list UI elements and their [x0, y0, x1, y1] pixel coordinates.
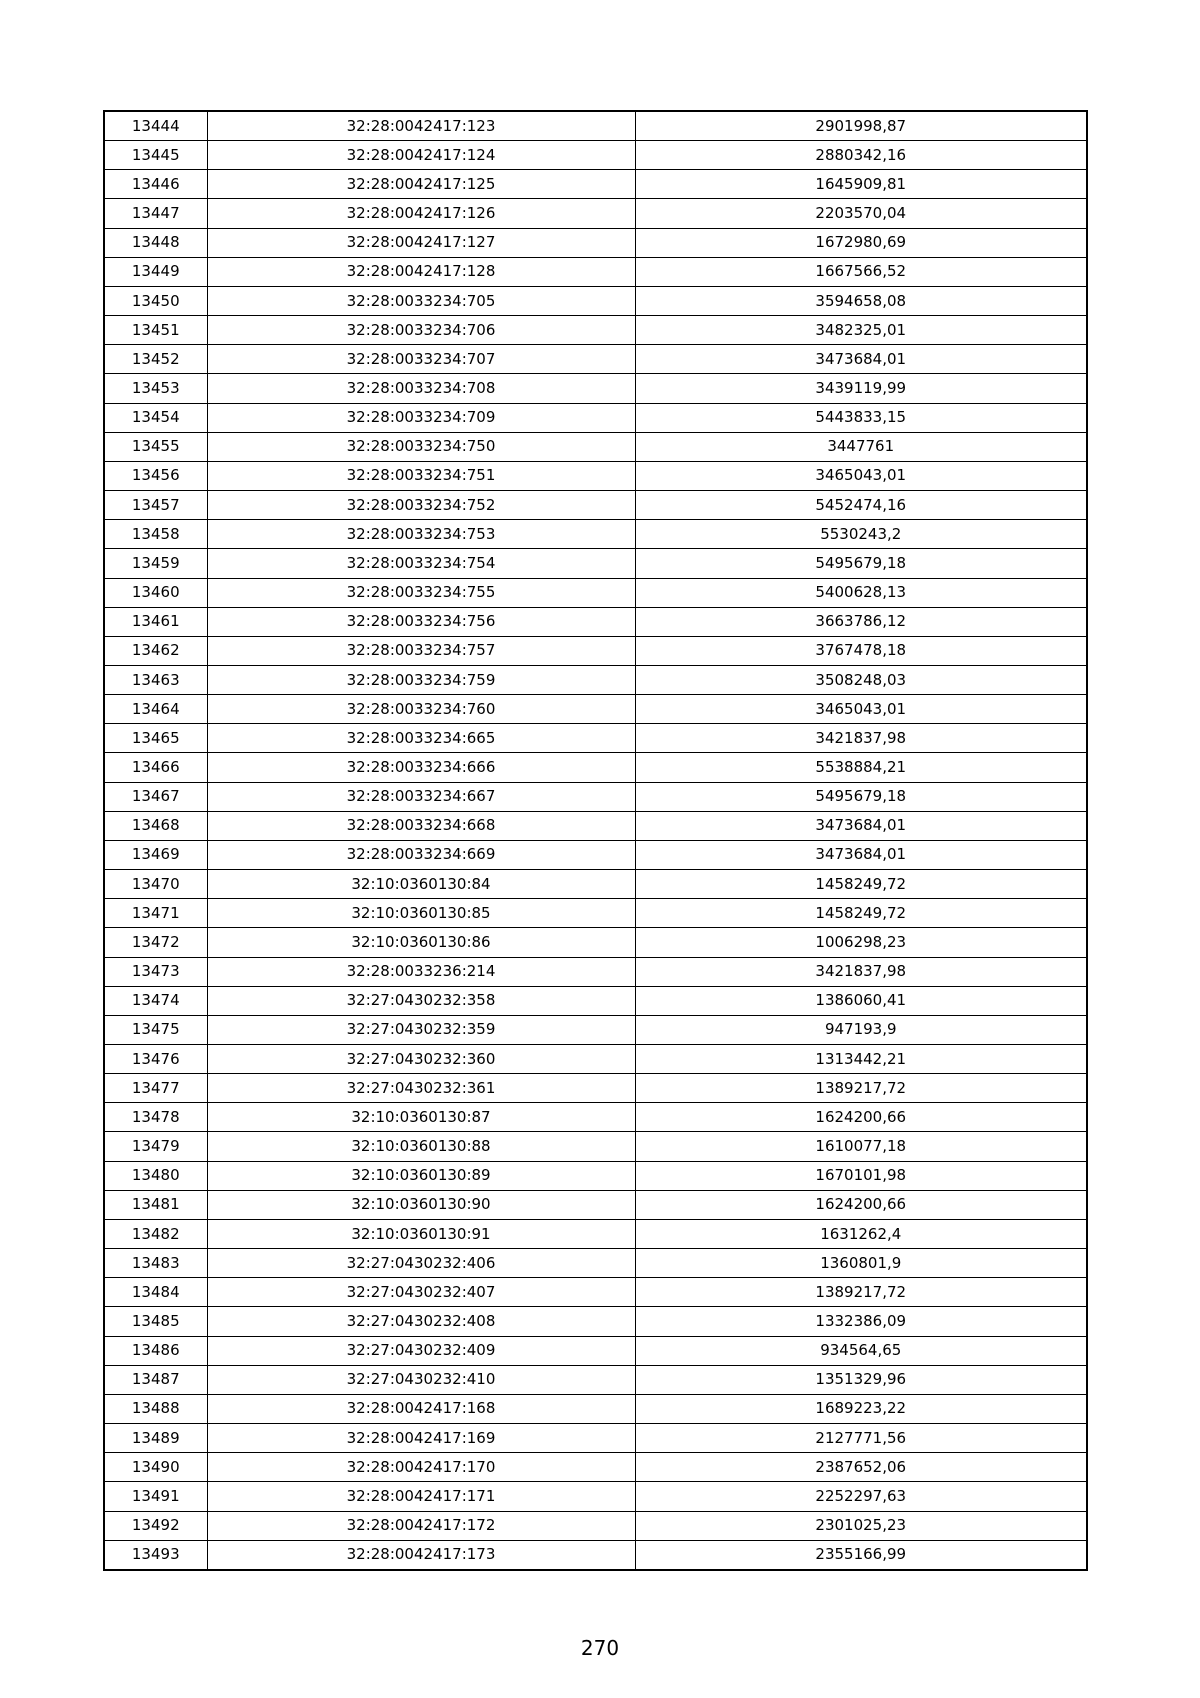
- row-number-cell: 13452: [104, 345, 207, 374]
- row-number-cell: 13460: [104, 578, 207, 607]
- cadastral-value-cell: 1313442,21: [635, 1045, 1087, 1074]
- table-row: [104, 1424, 1087, 1453]
- cadastral-number-cell: 32:28:0042417:124: [207, 141, 635, 170]
- cadastral-value-cell: 2127771,56: [635, 1424, 1087, 1453]
- cadastral-value-cell: 3473684,01: [635, 811, 1087, 840]
- cadastral-number-cell: 32:28:0033234:709: [207, 403, 635, 432]
- cadastral-value-cell: 1006298,23: [635, 928, 1087, 957]
- cadastral-value-cell: 3421837,98: [635, 724, 1087, 753]
- row-number-cell: 13484: [104, 1278, 207, 1307]
- cadastral-value-cell: 1667566,52: [635, 257, 1087, 286]
- cadastral-value-cell: 5495679,18: [635, 549, 1087, 578]
- cadastral-number-cell: 32:27:0430232:361: [207, 1074, 635, 1103]
- cadastral-number-cell: 32:28:0033234:667: [207, 782, 635, 811]
- row-number-cell: 13489: [104, 1424, 207, 1453]
- page-number: 270: [580, 1636, 620, 1660]
- row-number-cell: 13485: [104, 1307, 207, 1336]
- cadastral-number-cell: 32:28:0042417:171: [207, 1482, 635, 1511]
- cadastral-number-cell: 32:10:0360130:86: [207, 928, 635, 957]
- cadastral-value-cell: 2301025,23: [635, 1511, 1087, 1540]
- table-row: [104, 549, 1087, 578]
- cadastral-value-cell: 3473684,01: [635, 345, 1087, 374]
- cadastral-number-cell: 32:28:0033234:756: [207, 607, 635, 636]
- cadastral-number-cell: 32:28:0033234:705: [207, 286, 635, 315]
- cadastral-value-cell: 1458249,72: [635, 899, 1087, 928]
- table-row: [104, 665, 1087, 694]
- cadastral-number-cell: 32:28:0033234:757: [207, 636, 635, 665]
- cadastral-value-cell: 1624200,66: [635, 1190, 1087, 1219]
- cadastral-number-cell: 32:27:0430232:409: [207, 1336, 635, 1365]
- cadastral-value-cell: 1672980,69: [635, 228, 1087, 257]
- cadastral-value-cell: 1458249,72: [635, 870, 1087, 899]
- cadastral-number-cell: 32:28:0033234:751: [207, 461, 635, 490]
- cadastral-value-cell: 3594658,08: [635, 286, 1087, 315]
- row-number-cell: 13482: [104, 1219, 207, 1248]
- table-row: [104, 316, 1087, 345]
- row-number-cell: 13451: [104, 316, 207, 345]
- cadastral-number-cell: 32:27:0430232:407: [207, 1278, 635, 1307]
- cadastral-number-cell: 32:28:0042417:128: [207, 257, 635, 286]
- cadastral-value-cell: 3473684,01: [635, 840, 1087, 869]
- table-row: [104, 111, 1087, 141]
- cadastral-value-cell: 1360801,9: [635, 1249, 1087, 1278]
- cadastral-value-cell: 934564,65: [635, 1336, 1087, 1365]
- cadastral-value-cell: 3465043,01: [635, 695, 1087, 724]
- table-row: [104, 1307, 1087, 1336]
- row-number-cell: 13454: [104, 403, 207, 432]
- table-row: [104, 286, 1087, 315]
- table-row: [104, 374, 1087, 403]
- cadastral-value-cell: 1332386,09: [635, 1307, 1087, 1336]
- table-row: [104, 1161, 1087, 1190]
- table-row: [104, 1278, 1087, 1307]
- row-number-cell: 13487: [104, 1365, 207, 1394]
- cadastral-value-cell: 2387652,06: [635, 1453, 1087, 1482]
- cadastral-value-cell: 3447761: [635, 432, 1087, 461]
- table-row: [104, 578, 1087, 607]
- table-row: [104, 840, 1087, 869]
- row-number-cell: 13444: [104, 111, 207, 141]
- cadastral-number-cell: 32:27:0430232:358: [207, 986, 635, 1015]
- table-row: [104, 1336, 1087, 1365]
- table-row: [104, 636, 1087, 665]
- table-row: [104, 461, 1087, 490]
- cadastral-value-cell: 3663786,12: [635, 607, 1087, 636]
- table-row: [104, 1453, 1087, 1482]
- table-row: [104, 1103, 1087, 1132]
- table-row: [104, 1511, 1087, 1540]
- cadastral-value-cell: 947193,9: [635, 1015, 1087, 1044]
- row-number-cell: 13465: [104, 724, 207, 753]
- cadastral-number-cell: 32:28:0033234:665: [207, 724, 635, 753]
- cadastral-value-cell: 3421837,98: [635, 957, 1087, 986]
- table-row: [104, 1074, 1087, 1103]
- cadastral-number-cell: 32:28:0033234:752: [207, 491, 635, 520]
- table-row: [104, 1540, 1087, 1570]
- cadastral-number-cell: 32:10:0360130:85: [207, 899, 635, 928]
- cadastral-value-cell: 5400628,13: [635, 578, 1087, 607]
- row-number-cell: 13445: [104, 141, 207, 170]
- row-number-cell: 13479: [104, 1132, 207, 1161]
- cadastral-value-cell: 5443833,15: [635, 403, 1087, 432]
- cadastral-value-cell: 5538884,21: [635, 753, 1087, 782]
- cadastral-value-cell: 1670101,98: [635, 1161, 1087, 1190]
- cadastral-value-cell: 1624200,66: [635, 1103, 1087, 1132]
- row-number-cell: 13473: [104, 957, 207, 986]
- cadastral-value-cell: 2355166,99: [635, 1540, 1087, 1570]
- cadastral-value-cell: 5530243,2: [635, 520, 1087, 549]
- table-row: [104, 520, 1087, 549]
- cadastral-number-cell: 32:28:0033234:708: [207, 374, 635, 403]
- row-number-cell: 13472: [104, 928, 207, 957]
- cadastral-number-cell: 32:28:0033234:706: [207, 316, 635, 345]
- cadastral-value-cell: 3767478,18: [635, 636, 1087, 665]
- table-row: [104, 1015, 1087, 1044]
- cadastral-number-cell: 32:27:0430232:408: [207, 1307, 635, 1336]
- cadastral-value-cell: 3439119,99: [635, 374, 1087, 403]
- cadastral-value-cell: 3482325,01: [635, 316, 1087, 345]
- table-body: [104, 111, 1087, 1570]
- row-number-cell: 13459: [104, 549, 207, 578]
- row-number-cell: 13453: [104, 374, 207, 403]
- table-row: [104, 170, 1087, 199]
- row-number-cell: 13469: [104, 840, 207, 869]
- table-row: [104, 1219, 1087, 1248]
- table-row: [104, 753, 1087, 782]
- cadastral-number-cell: 32:27:0430232:406: [207, 1249, 635, 1278]
- table-row: [104, 899, 1087, 928]
- row-number-cell: 13486: [104, 1336, 207, 1365]
- cadastral-number-cell: 32:28:0042417:169: [207, 1424, 635, 1453]
- row-number-cell: 13480: [104, 1161, 207, 1190]
- table-row: [104, 1249, 1087, 1278]
- cadastral-value-cell: 2203570,04: [635, 199, 1087, 228]
- table-row: [104, 199, 1087, 228]
- cadastral-number-cell: 32:10:0360130:88: [207, 1132, 635, 1161]
- cadastral-value-cell: 2901998,87: [635, 111, 1087, 141]
- row-number-cell: 13474: [104, 986, 207, 1015]
- cadastral-number-cell: 32:28:0042417:123: [207, 111, 635, 141]
- table-row: [104, 870, 1087, 899]
- cadastral-number-cell: 32:28:0033234:707: [207, 345, 635, 374]
- row-number-cell: 13446: [104, 170, 207, 199]
- cadastral-number-cell: 32:27:0430232:410: [207, 1365, 635, 1394]
- cadastral-number-cell: 32:28:0042417:170: [207, 1453, 635, 1482]
- cadastral-number-cell: 32:28:0042417:127: [207, 228, 635, 257]
- cadastral-number-cell: 32:28:0042417:168: [207, 1394, 635, 1423]
- row-number-cell: 13477: [104, 1074, 207, 1103]
- row-number-cell: 13488: [104, 1394, 207, 1423]
- cadastral-number-cell: 32:28:0033234:755: [207, 578, 635, 607]
- cadastral-value-cell: 3508248,03: [635, 665, 1087, 694]
- cadastral-number-cell: 32:28:0033234:666: [207, 753, 635, 782]
- cadastral-number-cell: 32:28:0042417:126: [207, 199, 635, 228]
- cadastral-value-cell: 1389217,72: [635, 1074, 1087, 1103]
- row-number-cell: 13476: [104, 1045, 207, 1074]
- row-number-cell: 13448: [104, 228, 207, 257]
- cadastral-value-cell: 1610077,18: [635, 1132, 1087, 1161]
- row-number-cell: 13464: [104, 695, 207, 724]
- cadastral-value-cell: 5495679,18: [635, 782, 1087, 811]
- cadastral-number-cell: 32:28:0033234:669: [207, 840, 635, 869]
- table-row: [104, 1045, 1087, 1074]
- cadastral-value-cell: 3465043,01: [635, 461, 1087, 490]
- cadastral-value-cell: 1645909,81: [635, 170, 1087, 199]
- row-number-cell: 13492: [104, 1511, 207, 1540]
- row-number-cell: 13458: [104, 520, 207, 549]
- table-row: [104, 782, 1087, 811]
- row-number-cell: 13471: [104, 899, 207, 928]
- table-row: [104, 403, 1087, 432]
- cadastral-number-cell: 32:28:0033234:760: [207, 695, 635, 724]
- table-row: [104, 1365, 1087, 1394]
- row-number-cell: 13447: [104, 199, 207, 228]
- row-number-cell: 13463: [104, 665, 207, 694]
- table-row: [104, 957, 1087, 986]
- cadastral-number-cell: 32:28:0033234:668: [207, 811, 635, 840]
- cadastral-number-cell: 32:10:0360130:87: [207, 1103, 635, 1132]
- row-number-cell: 13468: [104, 811, 207, 840]
- row-number-cell: 13457: [104, 491, 207, 520]
- table-row: [104, 257, 1087, 286]
- row-number-cell: 13455: [104, 432, 207, 461]
- cadastral-number-cell: 32:28:0033234:759: [207, 665, 635, 694]
- table-row: [104, 141, 1087, 170]
- cadastral-value-table: [103, 110, 1088, 1571]
- row-number-cell: 13470: [104, 870, 207, 899]
- cadastral-value-cell: 5452474,16: [635, 491, 1087, 520]
- cadastral-number-cell: 32:28:0033234:754: [207, 549, 635, 578]
- row-number-cell: 13450: [104, 286, 207, 315]
- row-number-cell: 13491: [104, 1482, 207, 1511]
- cadastral-number-cell: 32:28:0042417:172: [207, 1511, 635, 1540]
- row-number-cell: 13449: [104, 257, 207, 286]
- cadastral-number-cell: 32:10:0360130:89: [207, 1161, 635, 1190]
- row-number-cell: 13478: [104, 1103, 207, 1132]
- table-row: [104, 1132, 1087, 1161]
- cadastral-value-cell: 1631262,4: [635, 1219, 1087, 1248]
- row-number-cell: 13462: [104, 636, 207, 665]
- table-row: [104, 695, 1087, 724]
- cadastral-value-cell: 1386060,41: [635, 986, 1087, 1015]
- cadastral-value-cell: 1689223,22: [635, 1394, 1087, 1423]
- cadastral-value-cell: 2252297,63: [635, 1482, 1087, 1511]
- table-row: [104, 607, 1087, 636]
- cadastral-value-cell: 1389217,72: [635, 1278, 1087, 1307]
- row-number-cell: 13475: [104, 1015, 207, 1044]
- cadastral-number-cell: 32:27:0430232:359: [207, 1015, 635, 1044]
- table-row: [104, 228, 1087, 257]
- table-row: [104, 345, 1087, 374]
- cadastral-value-cell: 1351329,96: [635, 1365, 1087, 1394]
- cadastral-number-cell: 32:28:0042417:125: [207, 170, 635, 199]
- cadastral-number-cell: 32:10:0360130:84: [207, 870, 635, 899]
- cadastral-number-cell: 32:10:0360130:90: [207, 1190, 635, 1219]
- cadastral-value-cell: 2880342,16: [635, 141, 1087, 170]
- table-row: [104, 811, 1087, 840]
- cadastral-number-cell: 32:28:0033236:214: [207, 957, 635, 986]
- cadastral-number-cell: 32:28:0033234:750: [207, 432, 635, 461]
- table-row: [104, 724, 1087, 753]
- table-row: [104, 432, 1087, 461]
- row-number-cell: 13490: [104, 1453, 207, 1482]
- row-number-cell: 13483: [104, 1249, 207, 1278]
- cadastral-number-cell: 32:28:0033234:753: [207, 520, 635, 549]
- row-number-cell: 13461: [104, 607, 207, 636]
- row-number-cell: 13456: [104, 461, 207, 490]
- table-row: [104, 1394, 1087, 1423]
- table-row: [104, 986, 1087, 1015]
- table-row: [104, 1190, 1087, 1219]
- row-number-cell: 13493: [104, 1540, 207, 1570]
- table-row: [104, 928, 1087, 957]
- row-number-cell: 13481: [104, 1190, 207, 1219]
- cadastral-number-cell: 32:10:0360130:91: [207, 1219, 635, 1248]
- row-number-cell: 13466: [104, 753, 207, 782]
- cadastral-number-cell: 32:28:0042417:173: [207, 1540, 635, 1570]
- table-row: [104, 1482, 1087, 1511]
- row-number-cell: 13467: [104, 782, 207, 811]
- table-row: [104, 491, 1087, 520]
- cadastral-number-cell: 32:27:0430232:360: [207, 1045, 635, 1074]
